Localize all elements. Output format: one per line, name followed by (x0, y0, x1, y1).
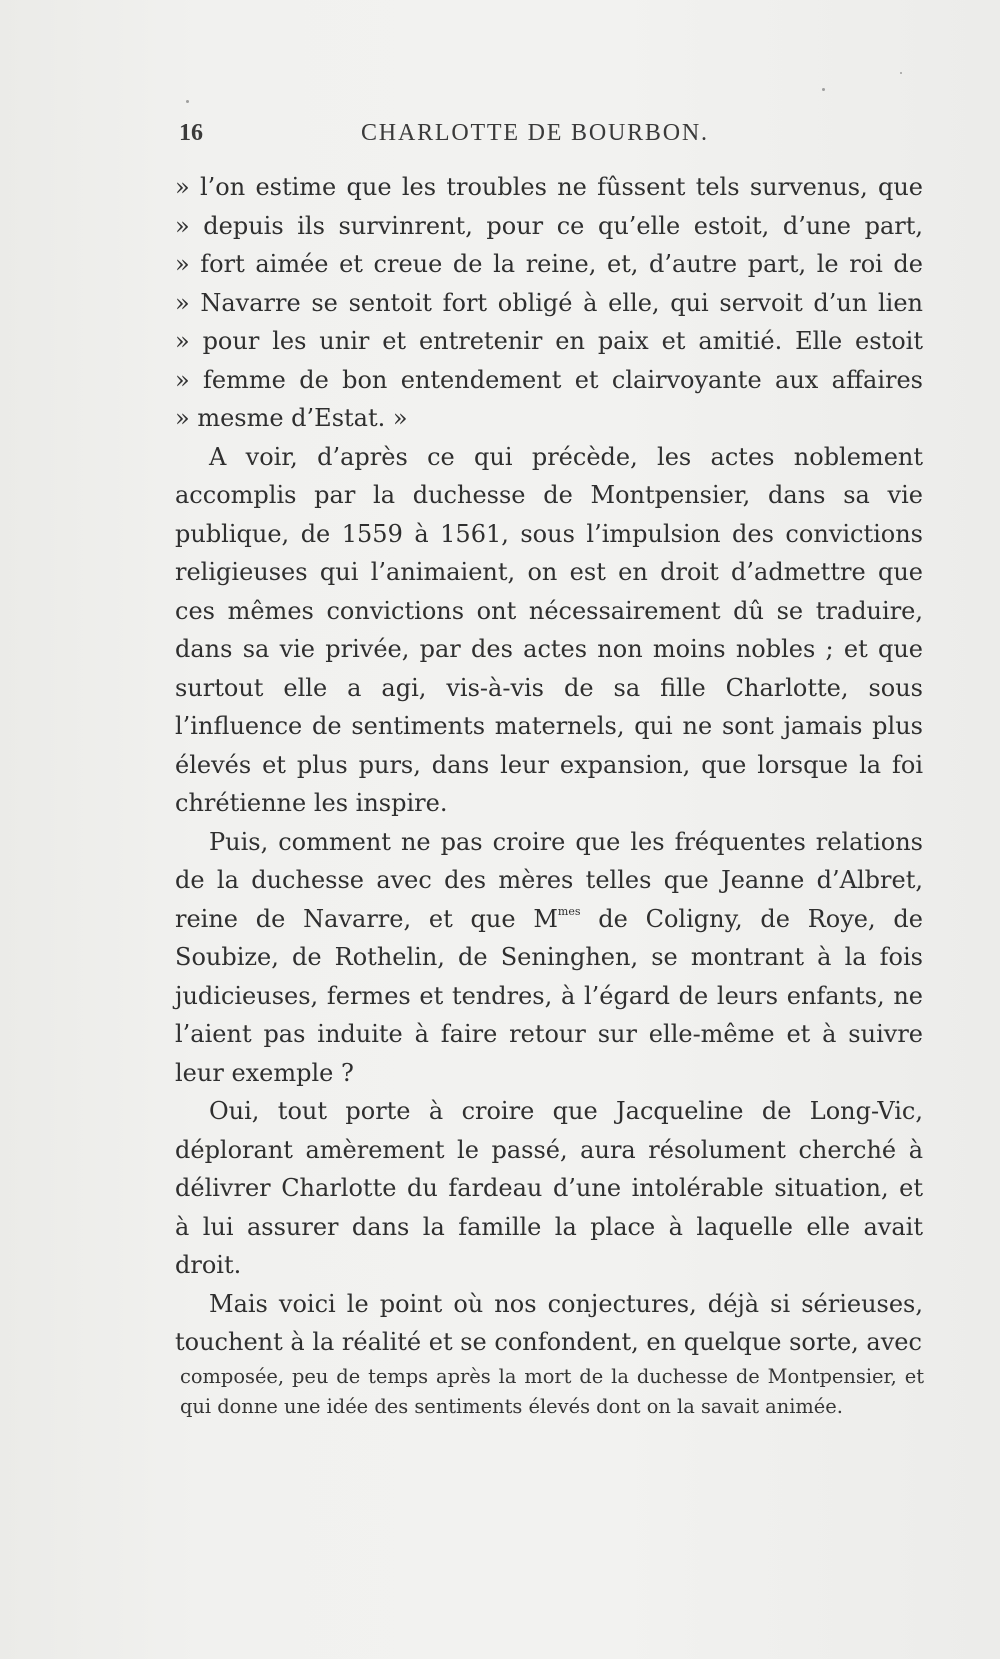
footnote (180, 1362, 924, 1422)
paragraph (175, 823, 923, 1093)
paragraph: Oui, tout porte à croire que Jacqueline de Long-Vic, déplorant amèrement le passé, aura résolument cherché à délivrer Charlotte du fardeau d’une intolérable situation, et à lui assurer dans la famille la place à laquelle elle avait droit. (175, 1097, 923, 1279)
quote-line: » mesme d’Estat. » (175, 404, 408, 432)
page-number: 16 (179, 120, 203, 146)
paper-speck (822, 88, 825, 91)
footnote-text: composée, peu de temps après la mort de la duchesse de Montpensier, et qui donne une idée des sentiments élevés dont on la savait animée. (180, 1365, 924, 1418)
main-text (175, 168, 923, 1362)
paragraph-text: de Coligny, de Roye, de Soubize, de Rothelin, de Seninghen, se montrant à la fois judicieuses, fermes et tendres, à l’égard de leurs enfants, ne l’aient pas induite à faire retour sur elle-même et à suivre leur exemple ? (175, 904, 923, 1087)
paragraph: A voir, d’après ce qui précède, les actes noblement accomplis par la duchesse de Montpensier, dans sa vie publique, de 1559 à 1561, sous l’impulsion des convictions religieuses qui l’animaient, on est en droit d’admettre que ces mêmes convictions ont nécessairement dû se traduire, dans sa vie privée, par des actes non moins nobles ; et que surtout elle a agi, vis-à-vis de sa fille Charlotte, sous l’influence de sentiments maternels, qui ne sont jamais plus élevés et plus purs, dans leur expansion, que lorsque la foi chrétienne les inspire. (175, 442, 923, 817)
paragraph-text: Puis, comment ne pas croire que les fréquentes relations de la duchesse avec des mères telles que Jeanne d’Albret, reine de Navarre, et que M (175, 827, 923, 933)
superscript-abbreviation: mes (557, 904, 581, 918)
paragraph: Mais voici le point où nos conjectures, déjà si sérieuses, touchent à la réalité et se confondent, en quelque sorte, avec (175, 1289, 923, 1356)
quote-line: » l’on estime que les troubles ne fûssent tels survenus, que (175, 173, 923, 201)
paper-speck (186, 100, 189, 103)
quote-line: » depuis ils survinrent, pour ce qu’elle estoit, d’une part, (175, 211, 923, 240)
quote-line: » pour les unir et entretenir en paix et amitié. Elle estoit (175, 327, 923, 355)
quote-line: » femme de bon entendement et clairvoyante aux affaires (175, 365, 923, 394)
running-title: CHARLOTTE DE BOURBON. (361, 120, 709, 146)
paper-speck (900, 72, 902, 74)
quote-line: » Navarre se sentoit fort obligé à elle, qui servoit d’un lien (175, 288, 923, 317)
quote-line: » fort aimée et creue de la reine, et, d’autre part, le roi de (175, 250, 923, 278)
